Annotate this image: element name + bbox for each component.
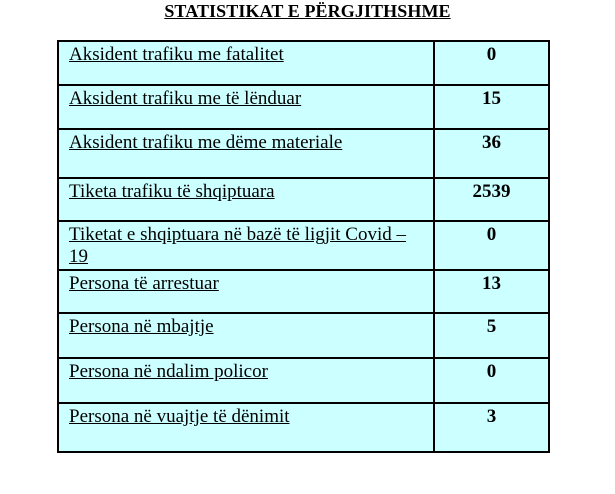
table-row — [58, 403, 549, 452]
row-label: Persona në vuajtje të dënimit — [58, 403, 434, 452]
row-label: Persona të arrestuar — [58, 270, 434, 313]
table-row — [58, 358, 549, 403]
row-value: 3 — [434, 403, 549, 452]
statistics-table — [57, 40, 550, 453]
row-value: 5 — [434, 313, 549, 358]
row-value: 13 — [434, 270, 549, 313]
row-label: Persona në ndalim policor — [58, 358, 434, 403]
row-label: Tiketat e shqiptuara në bazë të ligjit Covid – 19 — [58, 221, 434, 270]
row-value: 0 — [434, 358, 549, 403]
table-row — [58, 313, 549, 358]
table-row — [58, 129, 549, 178]
row-value: 15 — [434, 85, 549, 129]
row-label: Persona në mbajtje — [58, 313, 434, 358]
table-row — [58, 221, 549, 270]
row-label: Aksident trafiku me dëme materiale — [58, 129, 434, 178]
table-row — [58, 41, 549, 85]
table-row — [58, 270, 549, 313]
page-title: STATISTIKAT E PËRGJITHSHME — [164, 1, 451, 21]
row-label: Aksident trafiku me të lënduar — [58, 85, 434, 129]
table-row — [58, 178, 549, 221]
row-value: 0 — [434, 41, 549, 85]
row-value: 2539 — [434, 178, 549, 221]
row-value: 36 — [434, 129, 549, 178]
row-label: Tiketa trafiku të shqiptuara — [58, 178, 434, 221]
row-label: Aksident trafiku me fatalitet — [58, 41, 434, 85]
table-row — [58, 85, 549, 129]
row-value: 0 — [434, 221, 549, 270]
